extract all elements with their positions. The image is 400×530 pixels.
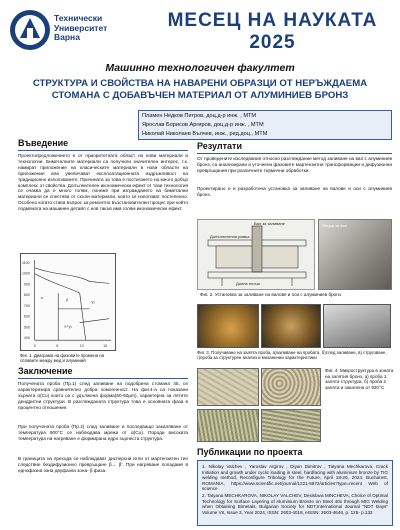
intro-text: Проектопредложението е от приоритетната област на нови материали и технологии. Биметалните материали са получили значителен интерес, т.к. намират приложение на класическите материали в нови области на приложение или увеличават експлоатационната издръжливост на традиционно използваните. Причината за това е постигането на много добър комплекс от свойства. Допълнителен икономически ефект от тази технология се очаква да е много голям, понеже при изграждането на биметални материали се спестява от скъпи материали, които се използват постепенно. Особено когато става въпрос за ремонтно възстановителен процес при който подмяната на машинен детайл с нов такъв има голям икономически ефект. <box>18 153 189 212</box>
comp-tick: 0 <box>33 344 36 349</box>
conclusion-p3: В границата на прехода се наблюдават дисперсни игли от мартензитен тип следствие бездифузионно превръщане β→ β'. При нагряване попадаме в еднофазна зона двуфазна зона- β фаза. <box>18 456 188 473</box>
author-3: Николай Николаев Вълчев, инж., ред.доц., МТМ <box>142 131 268 137</box>
intro-heading: Въведение <box>18 138 69 148</box>
author-2: Ярослав Борисов Аргиров, доц.д-р инж. , МТМ <box>142 122 264 128</box>
conclusion-heading: Заключение <box>18 366 73 376</box>
fig1-caption: Фиг. 1. Диаграма на фазовите промени на сплавите между мед и алуминий <box>20 353 104 364</box>
svg-text:α+γ₂: α+γ₂ <box>64 323 73 329</box>
author-1: Пламен Недков Петров, доц.д-р инж. , МТМ <box>142 113 257 119</box>
publication-1: 1. Nikolay Valchev , Yaroslav Argirov , Diyan Dimitrov , Tatyana Mechkarova, Crack Initiation and growth under cyclic loading in steel, hardfacing with aluminium bronze by TIG welding method, Reconfigure Tribology for the Future, April 18-20, 2024, Bucharest, ROMANIA, https://www.scientific.net/journal/1221-5872/articles?type=recent Web of science <box>202 464 388 492</box>
label-shaft: Вал за заливане <box>254 221 285 226</box>
label-plate: Долна плоча <box>236 281 260 286</box>
microstructure-photo-4 <box>261 409 321 442</box>
label-frame: Допълнителна рамка <box>210 234 250 239</box>
temp-tick: 900 <box>23 282 30 287</box>
temp-tick: 700 <box>23 303 30 308</box>
temp-tick: 800 <box>23 293 30 298</box>
publications-heading: Публикации по проекта <box>197 447 303 457</box>
project-title: СТРУКТУРА И СВОЙСТВА НА НАВАРЕНИ ОБРАЗЦИ ОТ НЕРЪЖДАЕМА СТОМАНА С ДОБАВЪЧЕН МАТЕРИАЛ ОТ АЛУМИНИЕВ БРОНЗ <box>32 78 368 101</box>
comp-tick: 10 <box>79 344 84 349</box>
microstructure-photo-3 <box>197 409 259 442</box>
casting-setup-photo <box>318 219 392 290</box>
university-logo <box>8 8 52 52</box>
cast-sample-photo-a <box>197 304 259 348</box>
conclusion-rule <box>18 378 188 379</box>
microstructure-photo-2 <box>261 368 321 406</box>
university-name: Технически Университет Варна <box>54 13 108 42</box>
temp-tick: 500 <box>23 325 30 330</box>
fig4-caption: Фиг. 4. Микроструктура в зоната на залятия бронз, а) проба 1 залята структура, б) проба 2 залята и закалена от 920°C <box>325 368 394 390</box>
intro-rule <box>18 150 188 151</box>
comp-tick: 15 <box>103 344 108 349</box>
casting-setup-drawing <box>197 219 315 290</box>
label-mold: Опора за вал <box>322 223 347 228</box>
conclusion-p1: Получената проба (Пр.1) след заливане на подобрена стомана 45, се характеризира сравнително добра хомогенност. На фиг.4-а са показани зърната α(Cu) които са с удължена форма(50-60μm), характерна за лятите дендритни структури. В разглежданата структура това е основната фаза в процентно отношение. <box>18 381 188 410</box>
main-title: МЕСЕЦ НА НАУКАТА 2025 <box>167 10 378 53</box>
svg-text:α: α <box>40 295 43 301</box>
temp-tick: 400 <box>23 336 30 341</box>
cast-sample-photo-b <box>261 304 321 348</box>
publication-2: 2. Tatyana MECHKAROVA, NIKOLAY VALCHEV, Desislava MINCHEVA, Choice of Optimal Technology for Surface Layering of Aluminium Bronze on Steel 40x through MIG Welding when Obtaining Bimetals, Bulgarian Society for NDT,International Journal "NDT Days" Volume VII, Issue 3, Year 2024, ISSN: 2603-4018, eISSN: 2603-4646, p. 125- p.132 <box>202 492 388 515</box>
results-p1: От проведените изследвания относно разглеждание метод заливане на вал с алуминиев бронз, са анализирани и уточнени фазовите мартензитни трансформации и дифузионни превръщания при различните термични обработки. <box>197 156 392 173</box>
fig3-caption: Фиг. 3. Получаване на залята проба, а)заливане на пробата, б)след заливане, в) струговане, г)проба за структурен анализ и механични характеристики <box>197 350 387 361</box>
temp-tick: 600 <box>23 314 30 319</box>
faculty-name: Машинно технологичен факултет <box>105 62 295 74</box>
microstructure-photo-1 <box>197 368 259 406</box>
svg-text:β: β <box>66 297 69 303</box>
svg-text:γ₂: γ₂ <box>91 298 95 304</box>
temp-tick: 1100 <box>21 260 30 265</box>
conclusion-p2: При получената проба (Пр.2) след заливане и последващо закаляване от температура 900°C се наблюдава мрежа от α(Cu). Породи високата температура на нагряване е формирана едро зърнеста структура. <box>18 424 188 441</box>
publications-box <box>197 460 393 526</box>
results-heading: Резултати <box>197 141 242 151</box>
phase-diagram <box>20 253 116 351</box>
cast-sample-photo-c <box>323 304 391 348</box>
fig2-caption: Фиг. 2. Установка за заливане на валове и оси с алуминиев бронз <box>200 292 341 297</box>
results-rule <box>197 153 392 154</box>
comp-tick: 5 <box>56 344 59 349</box>
results-p2: Проектирано е и разработена установка за заливане на валове и оси с алуминиев бронз. <box>197 186 392 197</box>
temp-tick: 1000 <box>21 271 30 276</box>
authors-box <box>138 110 392 140</box>
